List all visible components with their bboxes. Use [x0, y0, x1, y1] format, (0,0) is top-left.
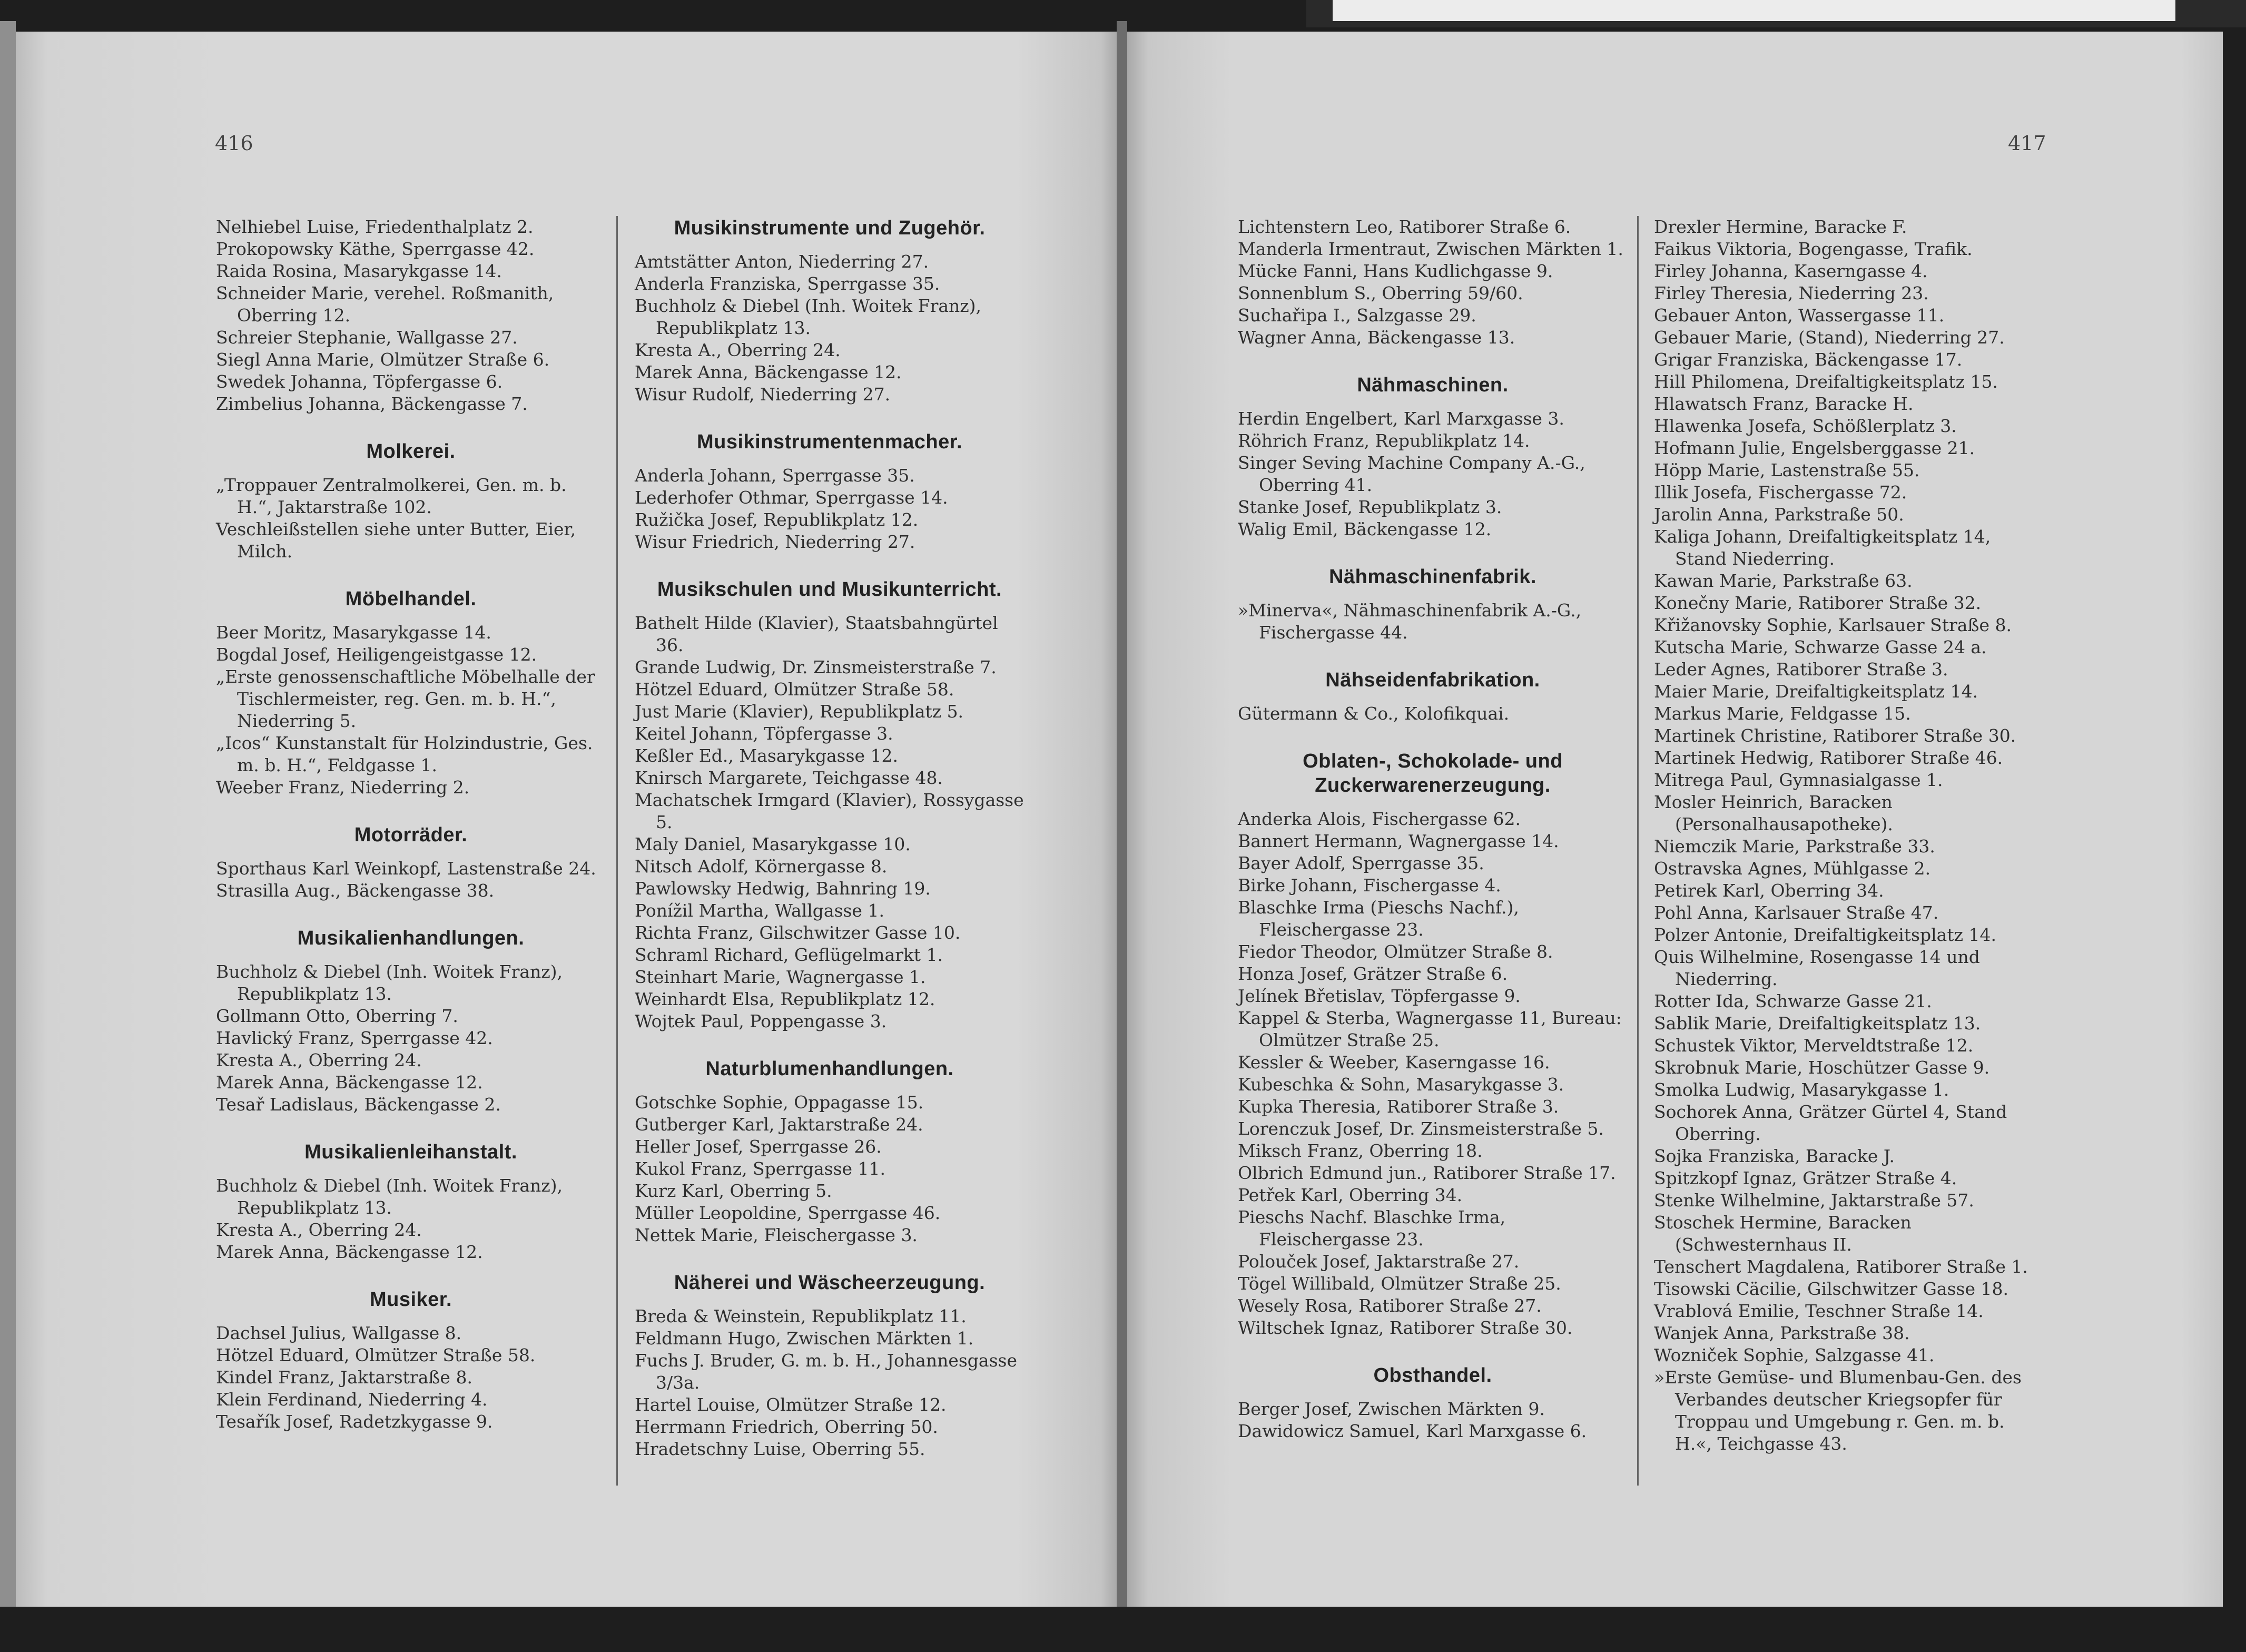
- directory-entry: „Erste genossenschaftliche Möbelhalle der Tischlermeister, reg. Gen. m. b. H.“, Niederring 5.: [216, 666, 595, 731]
- directory-entry: Weinhardt Elsa, Republikplatz 12.: [635, 989, 935, 1009]
- section-heading: Nähseidenfabrikation.: [1325, 669, 1540, 691]
- directory-entry: „Icos“ Kunstanstalt für Holzindustrie, Ges. m. b. H.“, Feldgasse 1.: [216, 733, 593, 775]
- directory-entry: Kupka Theresia, Ratiborer Straße 3.: [1238, 1096, 1559, 1117]
- directory-entry: Anderla Johann, Sperrgasse 35.: [635, 465, 915, 486]
- directory-entry: Smolka Ludwig, Masarykgasse 1.: [1654, 1079, 1949, 1100]
- directory-entry: Kutscha Marie, Schwarze Gasse 24 a.: [1654, 637, 1987, 657]
- directory-entry: Illik Josefa, Fischergasse 72.: [1654, 482, 1907, 503]
- directory-entry: Honza Josef, Grätzer Straße 6.: [1238, 963, 1508, 984]
- directory-entry: Vrablová Emilie, Teschner Straße 14.: [1654, 1301, 1984, 1321]
- directory-entry: Fuchs J. Bruder, G. m. b. H., Johannesgasse 3/3a.: [635, 1350, 1017, 1393]
- directory-entry: »Minerva«, Nähmaschinenfabrik A.-G., Fischergasse 44.: [1238, 600, 1582, 643]
- directory-entry: Skrobnuk Marie, Hoschützer Gasse 9.: [1654, 1057, 1990, 1078]
- directory-entry: Anderla Franziska, Sperrgasse 35.: [635, 273, 940, 294]
- directory-entry: Schraml Richard, Geflügelmarkt 1.: [635, 945, 943, 965]
- column-divider: [616, 216, 618, 1486]
- directory-entry: Veschleißstellen siehe unter Butter, Eier, Milch.: [216, 519, 576, 562]
- directory-entry: Dachsel Julius, Wallgasse 8.: [216, 1323, 462, 1343]
- directory-entry: Wesely Rosa, Ratiborer Straße 27.: [1238, 1295, 1542, 1316]
- directory-entry: Nitsch Adolf, Körnergasse 8.: [635, 856, 888, 877]
- directory-entry: Marek Anna, Bäckengasse 12.: [635, 362, 902, 382]
- directory-entry: Grigar Franziska, Bäckengasse 17.: [1654, 349, 1963, 370]
- directory-entry: Firley Johanna, Kaserngasse 4.: [1654, 261, 1928, 281]
- right-page-column-2: [1654, 216, 2044, 1455]
- directory-entry: Wisur Rudolf, Niederring 27.: [635, 384, 891, 405]
- directory-entry: Faikus Viktoria, Bogengasse, Trafik.: [1654, 239, 1973, 259]
- directory-entry: Gebauer Anton, Wassergasse 11.: [1654, 305, 1945, 326]
- directory-entry: Kukol Franz, Sperrgasse 11.: [635, 1158, 886, 1179]
- directory-entry: Marek Anna, Bäckengasse 12.: [216, 1242, 483, 1262]
- directory-entry: Spitzkopf Ignaz, Grätzer Straße 4.: [1654, 1168, 1957, 1188]
- directory-entry: Walig Emil, Bäckengasse 12.: [1238, 519, 1492, 539]
- right-page-column-1: [1238, 216, 1628, 1442]
- left-page-column-1: [216, 216, 606, 1433]
- section-heading: Näherei und Wäscheerzeugung.: [674, 1272, 986, 1294]
- section-heading: Musikinstrumentenmacher.: [696, 431, 963, 453]
- directory-entry: Hradetschny Luise, Oberring 55.: [635, 1439, 925, 1459]
- directory-entry: Konečny Marie, Ratiborer Straße 32.: [1654, 593, 1982, 613]
- directory-entry: Strasilla Aug., Bäckengasse 38.: [216, 880, 495, 901]
- directory-entry: Hötzel Eduard, Olmützer Straße 58.: [216, 1345, 536, 1365]
- directory-entry: Zimbelius Johanna, Bäckengasse 7.: [216, 394, 528, 414]
- directory-entry: Grande Ludwig, Dr. Zinsmeisterstraße 7.: [635, 657, 997, 677]
- directory-entry: Weeber Franz, Niederring 2.: [216, 777, 470, 798]
- directory-entry: Klein Ferdinand, Niederring 4.: [216, 1389, 488, 1410]
- directory-entry: Müller Leopoldine, Sperrgasse 46.: [635, 1203, 941, 1223]
- directory-entry: Martinek Christine, Ratiborer Straße 30.: [1654, 725, 2016, 746]
- directory-entry: Lorenczuk Josef, Dr. Zinsmeisterstraße 5.: [1238, 1118, 1604, 1139]
- directory-entry: Wojtek Paul, Poppengasse 3.: [635, 1011, 887, 1031]
- directory-entry: Bayer Adolf, Sperrgasse 35.: [1238, 853, 1484, 873]
- column-divider: [1637, 216, 1639, 1486]
- directory-entry: Kappel & Sterba, Wagnergasse 11, Bureau: Olmützer Straße 25.: [1238, 1008, 1622, 1050]
- directory-entry: Kresta A., Oberring 24.: [216, 1220, 422, 1240]
- directory-entry: Just Marie (Klavier), Republikplatz 5.: [635, 701, 964, 722]
- directory-entry: Amtstätter Anton, Niederring 27.: [635, 251, 929, 272]
- directory-entry: Polouček Josef, Jaktarstraße 27.: [1238, 1251, 1520, 1272]
- directory-entry: Höpp Marie, Lastenstraße 55.: [1654, 460, 1920, 480]
- directory-entry: Lichtenstern Leo, Ratiborer Straße 6.: [1238, 217, 1571, 237]
- directory-entry: Sojka Franziska, Baracke J.: [1654, 1146, 1895, 1166]
- directory-entry: Heller Josef, Sperrgasse 26.: [635, 1136, 882, 1157]
- directory-entry: Wagner Anna, Bäckengasse 13.: [1238, 327, 1515, 348]
- directory-entry: Kawan Marie, Parkstraße 63.: [1654, 571, 1913, 591]
- directory-entry: Blaschke Irma (Pieschs Nachf.), Fleischergasse 23.: [1238, 897, 1519, 940]
- section-heading: Musikalienhandlungen.: [297, 927, 525, 949]
- directory-entry: Miksch Franz, Oberring 18.: [1238, 1140, 1483, 1161]
- directory-entry: Pieschs Nachf. Blaschke Irma, Fleischergasse 23.: [1238, 1207, 1506, 1250]
- directory-entry: Breda & Weinstein, Republikplatz 11.: [635, 1306, 967, 1326]
- section-heading: Musiker.: [369, 1289, 452, 1311]
- directory-entry: Buchholz & Diebel (Inh. Woitek Franz), Republikplatz 13.: [216, 961, 563, 1004]
- directory-entry: Feldmann Hugo, Zwischen Märkten 1.: [635, 1328, 974, 1349]
- directory-entry: Mücke Fanni, Hans Kudlichgasse 9.: [1238, 261, 1553, 281]
- directory-entry: Richta Franz, Gilschwitzer Gasse 10.: [635, 922, 961, 943]
- section-heading: Musikschulen und Musikunterricht.: [657, 578, 1002, 601]
- directory-entry: Firley Theresia, Niederring 23.: [1654, 283, 1929, 303]
- directory-entry: Kurz Karl, Oberring 5.: [635, 1181, 832, 1201]
- directory-entry: Keitel Johann, Töpfergasse 3.: [635, 723, 893, 744]
- book-gutter: [1117, 21, 1127, 1607]
- page-number: 416: [215, 132, 253, 155]
- directory-entry: Mosler Heinrich, Baracken (Personalhausapotheke).: [1654, 792, 1893, 834]
- scan-border-light: [1333, 0, 2175, 21]
- directory-entry: Keßler Ed., Masarykgasse 12.: [635, 745, 899, 766]
- directory-entry: Niemczik Marie, Parkstraße 33.: [1654, 836, 1935, 857]
- directory-entry: Raida Rosina, Masarykgasse 14.: [216, 261, 502, 281]
- directory-entry: Maier Marie, Dreifaltigkeitsplatz 14.: [1654, 681, 1978, 702]
- directory-entry: Herdin Engelbert, Karl Marxgasse 3.: [1238, 408, 1564, 429]
- directory-entry: Lederhofer Othmar, Sperrgasse 14.: [635, 487, 948, 508]
- directory-entry: Manderla Irmentraut, Zwischen Märkten 1.: [1238, 239, 1623, 259]
- directory-entry: Dawidowicz Samuel, Karl Marxgasse 6.: [1238, 1421, 1587, 1441]
- directory-entry: Schustek Viktor, Merveldtstraße 12.: [1654, 1035, 1974, 1056]
- directory-entry: Röhrich Franz, Republikplatz 14.: [1238, 430, 1530, 451]
- directory-entry: Gotschke Sophie, Oppagasse 15.: [635, 1092, 924, 1113]
- directory-entry: Hofmann Julie, Engelsberggasse 21.: [1654, 438, 1975, 458]
- directory-entry: Stenke Wilhelmine, Jaktarstraße 57.: [1654, 1190, 1974, 1211]
- directory-entry: Kindel Franz, Jaktarstraße 8.: [216, 1367, 472, 1388]
- section-heading: Motorräder.: [354, 824, 468, 846]
- directory-entry: Gollmann Otto, Oberring 7.: [216, 1006, 458, 1026]
- directory-entry: Stoschek Hermine, Baracken (Schwesternhaus II.: [1654, 1212, 1912, 1255]
- directory-entry: Hill Philomena, Dreifaltigkeitsplatz 15.: [1654, 371, 1998, 392]
- directory-entry: Leder Agnes, Ratiborer Straße 3.: [1654, 659, 1948, 680]
- directory-entry: Gutberger Karl, Jaktarstraße 24.: [635, 1114, 923, 1135]
- directory-entry: Tesař Ladislaus, Bäckengasse 2.: [216, 1094, 501, 1115]
- directory-entry: Křižanovsky Sophie, Karlsauer Straße 8.: [1654, 615, 2012, 635]
- directory-entry: Ponížil Martha, Wallgasse 1.: [635, 900, 884, 921]
- directory-entry: Wozniček Sophie, Salzgasse 41.: [1654, 1345, 1935, 1365]
- directory-entry: Buchholz & Diebel (Inh. Woitek Franz), Republikplatz 13.: [216, 1175, 563, 1218]
- directory-entry: Martinek Hedwig, Ratiborer Straße 46.: [1654, 748, 2003, 768]
- directory-entry: Knirsch Margarete, Teichgasse 48.: [635, 768, 943, 788]
- directory-entry: Singer Seving Machine Company A.-G., Oberring 41.: [1238, 453, 1585, 495]
- directory-entry: Sablik Marie, Dreifaltigkeitsplatz 13.: [1654, 1013, 1981, 1034]
- directory-entry: Tenschert Magdalena, Ratiborer Straße 1.: [1654, 1256, 2028, 1277]
- directory-entry: Gütermann & Co., Kolofikquai.: [1238, 703, 1510, 724]
- directory-entry: Wiltschek Ignaz, Ratiborer Straße 30.: [1238, 1317, 1573, 1338]
- directory-entry: Tögel Willibald, Olmützer Straße 25.: [1238, 1273, 1561, 1294]
- directory-entry: Nelhiebel Luise, Friedenthalplatz 2.: [216, 217, 534, 237]
- directory-entry: Havlický Franz, Sperrgasse 42.: [216, 1028, 493, 1048]
- directory-entry: „Troppauer Zentralmolkerei, Gen. m. b. H.“, Jaktarstraße 102.: [216, 475, 567, 517]
- directory-entry: Kaliga Johann, Dreifaltigkeitsplatz 14, Stand Niederring.: [1654, 526, 1991, 569]
- directory-entry: Birke Johann, Fischergasse 4.: [1238, 875, 1501, 896]
- directory-entry: Siegl Anna Marie, Olmützer Straße 6.: [216, 349, 550, 370]
- section-heading: Oblaten-, Schokolade- und Zuckerwarenerzeugung.: [1303, 750, 1563, 796]
- directory-entry: Kessler & Weeber, Kaserngasse 16.: [1238, 1052, 1550, 1073]
- directory-entry: Steinhart Marie, Wagnergasse 1.: [635, 967, 926, 987]
- section-heading: Obsthandel.: [1373, 1364, 1492, 1386]
- directory-entry: Pohl Anna, Karlsauer Straße 47.: [1654, 902, 1939, 923]
- directory-entry: Wisur Friedrich, Niederring 27.: [635, 532, 915, 552]
- directory-entry: Mitrega Paul, Gymnasialgasse 1.: [1654, 770, 1943, 790]
- directory-entry: Bogdal Josef, Heiligengeistgasse 12.: [216, 644, 537, 665]
- directory-entry: Prokopowsky Käthe, Sperrgasse 42.: [216, 239, 535, 259]
- directory-entry: Sonnenblum S., Oberring 59/60.: [1238, 283, 1523, 303]
- directory-entry: Hötzel Eduard, Olmützer Straße 58.: [635, 679, 954, 700]
- directory-entry: Stanke Josef, Republikplatz 3.: [1238, 497, 1502, 517]
- directory-entry: Hlawatsch Franz, Baracke H.: [1654, 394, 1914, 414]
- page-number: 417: [2008, 132, 2046, 155]
- directory-entry: Swedek Johanna, Töpfergasse 6.: [216, 371, 503, 392]
- directory-entry: Berger Josef, Zwischen Märkten 9.: [1238, 1399, 1545, 1419]
- directory-entry: Petirek Karl, Oberring 34.: [1654, 880, 1884, 901]
- directory-entry: Fiedor Theodor, Olmützer Straße 8.: [1238, 941, 1553, 962]
- section-heading: Nähmaschinen.: [1357, 374, 1509, 396]
- directory-entry: Kubeschka & Sohn, Masarykgasse 3.: [1238, 1074, 1564, 1095]
- directory-entry: Nettek Marie, Fleischergasse 3.: [635, 1225, 918, 1245]
- directory-entry: Sporthaus Karl Weinkopf, Lastenstraße 24.: [216, 858, 596, 879]
- directory-entry: Markus Marie, Feldgasse 15.: [1654, 703, 1911, 724]
- section-heading: Molkerei.: [366, 440, 456, 463]
- directory-entry: Ostravska Agnes, Mühlgasse 2.: [1654, 858, 1931, 879]
- section-heading: Möbelhandel.: [345, 588, 477, 610]
- left-page: [16, 32, 1117, 1607]
- section-heading: Naturblumenhandlungen.: [705, 1058, 954, 1080]
- left-page-column-2: [635, 216, 1025, 1460]
- directory-entry: Schneider Marie, verehel. Roßmanith, Oberring 12.: [216, 283, 554, 326]
- directory-entry: Ružička Josef, Republikplatz 12.: [635, 509, 919, 530]
- directory-entry: Machatschek Irmgard (Klavier), Rossygasse 5.: [635, 790, 1024, 832]
- directory-entry: Beer Moritz, Masarykgasse 14.: [216, 622, 491, 643]
- right-page: [1127, 32, 2223, 1607]
- directory-entry: Gebauer Marie, (Stand), Niederring 27.: [1654, 327, 2005, 348]
- directory-entry: Buchholz & Diebel (Inh. Woitek Franz), Republikplatz 13.: [635, 296, 982, 338]
- directory-entry: Petřek Karl, Oberring 34.: [1238, 1185, 1463, 1205]
- directory-entry: Bathelt Hilde (Klavier), Staatsbahngürtel 36.: [635, 613, 998, 655]
- directory-entry: Jarolin Anna, Parkstraße 50.: [1654, 504, 1904, 525]
- directory-entry: Bannert Hermann, Wagnergasse 14.: [1238, 831, 1559, 851]
- directory-entry: Quis Wilhelmine, Rosengasse 14 und Niederring.: [1654, 947, 1980, 989]
- directory-entry: Pawlowsky Hedwig, Bahnring 19.: [635, 878, 931, 899]
- directory-entry: Jelínek Břetislav, Töpfergasse 9.: [1238, 986, 1521, 1006]
- section-heading: Musikinstrumente und Zugehör.: [674, 217, 986, 239]
- directory-entry: Rotter Ida, Schwarze Gasse 21.: [1654, 991, 1932, 1011]
- section-heading: Musikalienleihanstalt.: [304, 1141, 517, 1163]
- book-edge: [0, 21, 16, 1607]
- directory-entry: Tesařík Josef, Radetzkygasse 9.: [216, 1411, 493, 1432]
- directory-entry: »Erste Gemüse- und Blumenbau-Gen. des Verbandes deutscher Kriegsopfer für Troppau und Umgebung r. Gen. m. b. H.«, Teichgasse 43.: [1654, 1367, 2022, 1454]
- directory-entry: Suchařipa I., Salzgasse 29.: [1238, 305, 1476, 326]
- directory-entry: Sochorek Anna, Grätzer Gürtel 4, Stand Oberring.: [1654, 1102, 2007, 1144]
- directory-entry: Hartel Louise, Olmützer Straße 12.: [635, 1394, 947, 1415]
- directory-entry: Polzer Antonie, Dreifaltigkeitsplatz 14.: [1654, 925, 1996, 945]
- directory-entry: Maly Daniel, Masarykgasse 10.: [635, 834, 911, 854]
- section-heading: Nähmaschinenfabrik.: [1329, 566, 1536, 588]
- directory-entry: Tisowski Cäcilie, Gilschwitzer Gasse 18.: [1654, 1279, 2008, 1299]
- directory-entry: Anderka Alois, Fischergasse 62.: [1238, 809, 1521, 829]
- directory-entry: Kresta A., Oberring 24.: [216, 1050, 422, 1070]
- directory-entry: Wanjek Anna, Parkstraße 38.: [1654, 1323, 1910, 1343]
- directory-entry: Marek Anna, Bäckengasse 12.: [216, 1072, 483, 1093]
- directory-entry: Hlawenka Josefa, Schößlerplatz 3.: [1654, 416, 1957, 436]
- directory-entry: Kresta A., Oberring 24.: [635, 340, 841, 360]
- directory-entry: Drexler Hermine, Baracke F.: [1654, 217, 1907, 237]
- directory-entry: Olbrich Edmund jun., Ratiborer Straße 17.: [1238, 1163, 1616, 1183]
- directory-entry: Herrmann Friedrich, Oberring 50.: [635, 1417, 938, 1437]
- directory-entry: Schreier Stephanie, Wallgasse 27.: [216, 327, 518, 348]
